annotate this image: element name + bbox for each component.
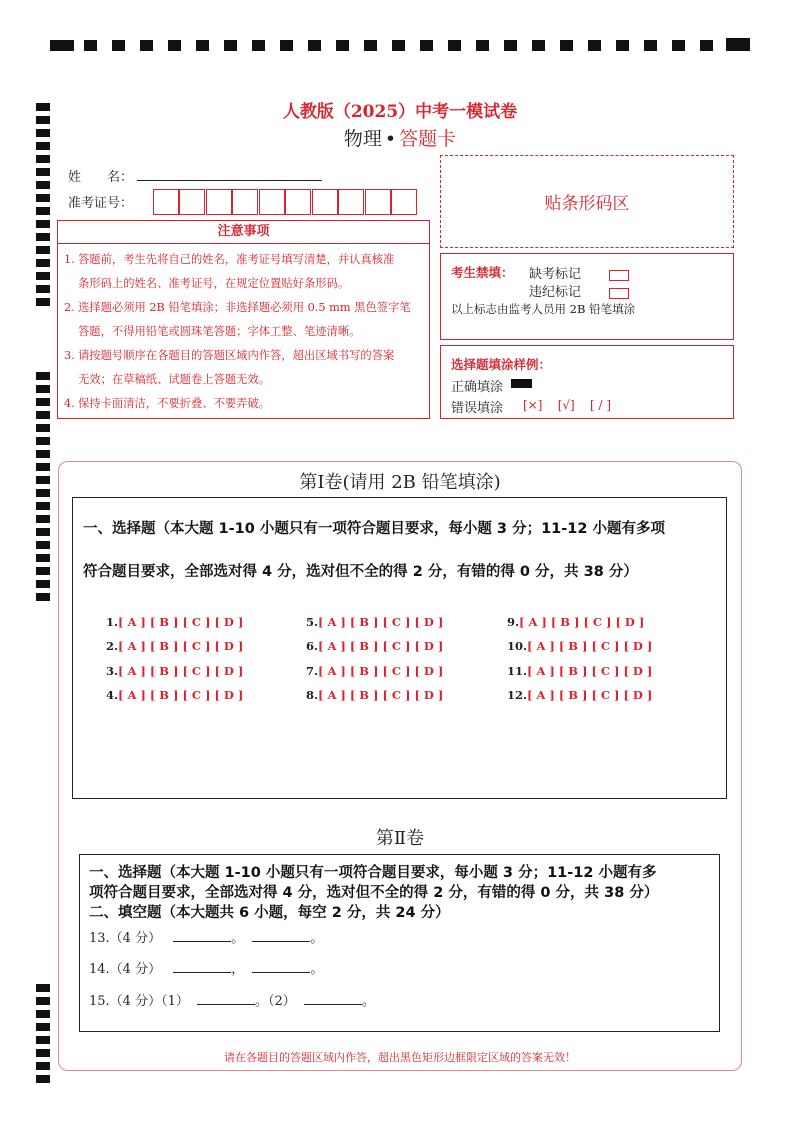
choice-bubbles[interactable]: [ A ] [ B ] [ C ] [ D ] xyxy=(118,688,244,702)
question-2-options[interactable] xyxy=(106,639,243,653)
choice-bubbles[interactable]: [ A ] [ B ] [ C ] [ D ] xyxy=(318,639,444,653)
section2-box xyxy=(79,854,720,1032)
question-10-options[interactable] xyxy=(507,639,652,653)
q13-blank-1[interactable] xyxy=(173,929,231,942)
question-7-options[interactable] xyxy=(306,664,443,678)
question-15 xyxy=(89,990,375,1009)
choice-bubbles[interactable]: [ A ] [ B ] [ C ] [ D ] xyxy=(118,615,244,629)
notes-box xyxy=(57,220,430,419)
exam-id-digit-box[interactable] xyxy=(391,189,417,215)
wrong-mark-check: [√] xyxy=(557,398,575,412)
question-13 xyxy=(89,927,323,946)
question-12-options[interactable] xyxy=(507,688,652,702)
question-13-label: 13.（4 分） xyxy=(89,931,162,946)
absent-mark-box[interactable] xyxy=(609,265,629,284)
exam-id-label: 准考证号： xyxy=(68,196,134,211)
section2-line2: 项符合题目要求，全部选对得 4 分，选对但不全的得 2 分，有错的得 0 分，共 38 分） xyxy=(89,885,659,901)
exam-id-digit-box[interactable] xyxy=(285,189,311,215)
question-number: 7. xyxy=(306,664,319,678)
q14-blank-2[interactable] xyxy=(252,960,310,973)
question-number: 4. xyxy=(106,688,119,702)
exam-id-digit-box[interactable] xyxy=(338,189,364,215)
section2-line3: 二、填空题（本大题共 6 小题，每空 2 分，共 24 分） xyxy=(89,905,450,921)
wrong-mark-cross: [×] xyxy=(523,398,543,412)
subject-name: 物理 xyxy=(343,128,382,150)
barcode-area-label: 贴条形码区 xyxy=(544,194,630,214)
absent-mark-label: 缺考标记 xyxy=(529,267,582,282)
correct-fill-sample xyxy=(511,379,532,388)
question-number: 9. xyxy=(507,615,520,629)
q15-mid: 。（2） xyxy=(255,994,296,1009)
forbidden-heading: 考生禁填： xyxy=(451,265,514,280)
wrong-fill-samples xyxy=(523,398,611,412)
card-subtitle xyxy=(0,124,800,151)
question-6-options[interactable] xyxy=(306,639,443,653)
note-text: 选择题必须用 2B 铅笔填涂；非选择题必须用 0.5 mm 黑色签字笔 xyxy=(78,301,411,314)
exam-id-digit-box[interactable] xyxy=(153,189,179,215)
violation-mark-label: 违纪标记 xyxy=(529,285,582,300)
card-label: 答题卡 xyxy=(399,128,457,150)
forbidden-note: 以上标志由监考人员用 2B 铅笔填涂 xyxy=(451,302,636,316)
note-item xyxy=(64,296,423,320)
choice-bubbles[interactable]: [ A ] [ B ] [ C ] [ D ] xyxy=(118,639,244,653)
note-number: 3. xyxy=(64,349,75,362)
section1-instruction-line2: 符合题目要求，全部选对得 4 分，选对但不全的得 2 分，有错的得 0 分，共 38 分） xyxy=(83,564,638,580)
note-item xyxy=(64,392,423,416)
wrong-fill-label: 错误填涂 xyxy=(451,401,504,416)
exam-id-digit-box[interactable] xyxy=(206,189,232,215)
q14-sep-1: ， xyxy=(231,962,245,977)
fill-sample-heading: 选择题填涂样例： xyxy=(451,357,552,372)
wrong-mark-slash: [ / ] xyxy=(589,398,612,412)
title-separator: • xyxy=(384,128,397,150)
violation-mark-box[interactable] xyxy=(609,283,629,302)
exam-id-digit-box[interactable] xyxy=(259,189,285,215)
note-item xyxy=(64,248,423,272)
section1-title: 第Ⅰ卷(请用 2B 铅笔填涂) xyxy=(299,472,501,493)
section2-title: 第Ⅱ卷 xyxy=(375,828,425,849)
exam-title: 人教版（2025）中考一模试卷 xyxy=(282,102,518,122)
question-15-label: 15.（4 分）（1） xyxy=(89,994,189,1009)
choice-bubbles[interactable]: [ A ] [ B ] [ C ] [ D ] xyxy=(318,664,444,678)
note-text-continued: 答题，不得用铅笔或圆珠笔答题；字体工整、笔迹清晰。 xyxy=(78,325,361,338)
note-number: 2. xyxy=(64,301,75,314)
note-item xyxy=(64,344,423,368)
question-number: 8. xyxy=(306,688,319,702)
section1-instruction-line1: 一、选择题（本大题 1-10 小题只有一项符合题目要求，每小题 3 分；11-12 小题有多项 xyxy=(83,521,665,537)
question-number: 1. xyxy=(106,615,119,629)
notes-heading: 注意事项 xyxy=(58,221,429,244)
question-1-options[interactable] xyxy=(106,615,243,629)
question-8-options[interactable] xyxy=(306,688,443,702)
question-number: 12. xyxy=(507,688,528,702)
q13-sep-2: 。 xyxy=(310,931,324,946)
name-field[interactable] xyxy=(137,180,322,181)
fill-sample-box xyxy=(440,345,734,419)
question-3-options[interactable] xyxy=(106,664,243,678)
question-number: 11. xyxy=(507,664,528,678)
barcode-area xyxy=(440,155,734,248)
exam-id-digit-box[interactable] xyxy=(312,189,338,215)
choice-bubbles[interactable]: [ A ] [ B ] [ C ] [ D ] xyxy=(527,688,653,702)
question-number: 2. xyxy=(106,639,119,653)
q15-blank-2[interactable] xyxy=(304,992,362,1005)
section1-box xyxy=(72,497,727,799)
q14-sep-2: 。 xyxy=(310,962,324,977)
note-number: 4. xyxy=(64,397,75,410)
question-5-options[interactable] xyxy=(306,615,443,629)
note-text-continued: 无效；在草稿纸、试题卷上答题无效。 xyxy=(78,373,271,386)
choice-bubbles[interactable]: [ A ] [ B ] [ C ] [ D ] xyxy=(318,688,444,702)
question-9-options[interactable] xyxy=(507,615,644,629)
question-number: 5. xyxy=(306,615,319,629)
question-number: 10. xyxy=(507,639,528,653)
question-11-options[interactable] xyxy=(507,664,652,678)
exam-id-digit-box[interactable] xyxy=(232,189,258,215)
correct-fill-label: 正确填涂 xyxy=(451,380,504,395)
section2-line1: 一、选择题（本大题 1-10 小题只有一项符合题目要求，每小题 3 分；11-12 小题有多 xyxy=(89,865,657,881)
question-14 xyxy=(89,958,323,977)
note-text-continued: 条形码上的姓名、准考证号，在规定位置贴好条形码。 xyxy=(78,277,350,290)
choice-bubbles[interactable]: [ A ] [ B ] [ C ] [ D ] xyxy=(118,664,244,678)
name-label: 姓 名： xyxy=(68,170,134,185)
note-text: 答题前，考生先将自己的姓名，准考证号填写清楚，并认真核准 xyxy=(78,253,395,266)
exam-id-digit-box[interactable] xyxy=(179,189,205,215)
exam-id-digit-box[interactable] xyxy=(365,189,391,215)
examinee-forbidden-box xyxy=(440,253,734,340)
q13-sep-1: 。 xyxy=(231,931,245,946)
choice-bubbles[interactable]: [ A ] [ B ] [ C ] [ D ] xyxy=(519,615,645,629)
q15-end: 。 xyxy=(361,994,375,1009)
question-14-label: 14.（4 分） xyxy=(89,962,162,977)
question-4-options[interactable] xyxy=(106,688,243,702)
q14-blank-1[interactable] xyxy=(173,960,231,973)
choice-bubbles[interactable]: [ A ] [ B ] [ C ] [ D ] xyxy=(318,615,444,629)
question-number: 6. xyxy=(306,639,319,653)
note-text: 保持卡面清洁，不要折叠、不要弄破。 xyxy=(78,397,271,410)
question-number: 3. xyxy=(106,664,119,678)
footer-warning: 请在各题目的答题区域内作答，超出黑色矩形边框限定区域的答案无效！ xyxy=(224,1051,576,1064)
choice-bubbles[interactable]: [ A ] [ B ] [ C ] [ D ] xyxy=(527,639,653,653)
q13-blank-2[interactable] xyxy=(252,929,310,942)
choice-bubbles[interactable]: [ A ] [ B ] [ C ] [ D ] xyxy=(527,664,653,678)
note-number: 1. xyxy=(64,253,75,266)
q15-blank-1[interactable] xyxy=(197,992,255,1005)
note-text: 请按题号顺序在各题目的答题区域内作答，超出区域书写的答案 xyxy=(78,349,395,362)
